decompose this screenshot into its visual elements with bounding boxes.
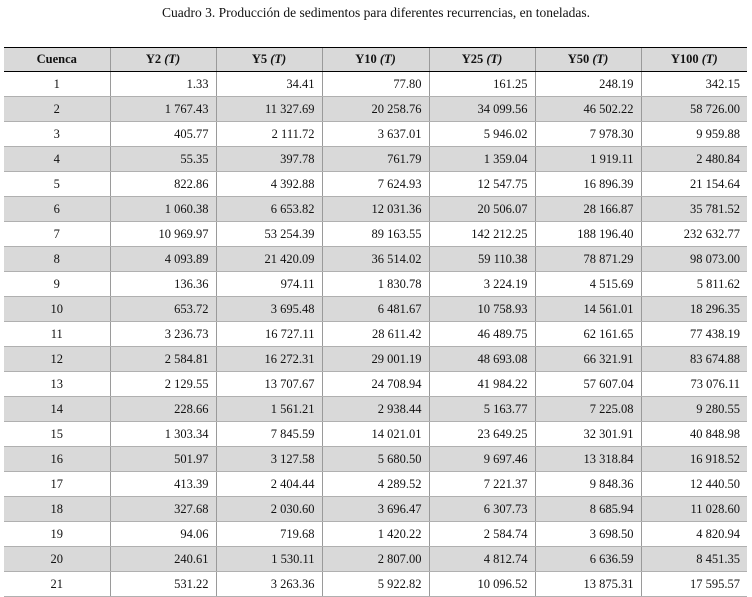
table-row bbox=[4, 122, 747, 147]
value-cell: 1 561.21 bbox=[216, 397, 322, 422]
value-cell: 62 161.65 bbox=[535, 322, 641, 347]
column-header bbox=[429, 48, 535, 72]
value-cell: 34.41 bbox=[216, 72, 322, 97]
basin-id-cell: 6 bbox=[4, 197, 110, 222]
table-caption: Cuadro 3. Producción de sedimentos para diferentes recurrencias, en toneladas. bbox=[161, 5, 591, 20]
value-cell: 1 359.04 bbox=[429, 147, 535, 172]
column-header bbox=[4, 48, 110, 72]
basin-id-cell: 8 bbox=[4, 247, 110, 272]
value-cell: 2 584.81 bbox=[110, 347, 216, 372]
value-cell: 20 506.07 bbox=[429, 197, 535, 222]
table-row bbox=[4, 472, 747, 497]
value-cell: 34 099.56 bbox=[429, 97, 535, 122]
value-cell: 10 096.52 bbox=[429, 572, 535, 597]
value-cell: 10 969.97 bbox=[110, 222, 216, 247]
value-cell: 142 212.25 bbox=[429, 222, 535, 247]
basin-id-cell: 4 bbox=[4, 147, 110, 172]
value-cell: 1 420.22 bbox=[322, 522, 429, 547]
value-cell: 5 922.82 bbox=[322, 572, 429, 597]
value-cell: 1.33 bbox=[110, 72, 216, 97]
value-cell: 35 781.52 bbox=[641, 197, 747, 222]
table-row bbox=[4, 322, 747, 347]
value-cell: 5 946.02 bbox=[429, 122, 535, 147]
value-cell: 2 404.44 bbox=[216, 472, 322, 497]
value-cell: 16 896.39 bbox=[535, 172, 641, 197]
value-cell: 77 438.19 bbox=[641, 322, 747, 347]
basin-id-cell: 19 bbox=[4, 522, 110, 547]
value-cell: 228.66 bbox=[110, 397, 216, 422]
value-cell: 822.86 bbox=[110, 172, 216, 197]
value-cell: 3 127.58 bbox=[216, 447, 322, 472]
basin-id-cell: 10 bbox=[4, 297, 110, 322]
table-row bbox=[4, 522, 747, 547]
value-cell: 23 649.25 bbox=[429, 422, 535, 447]
value-cell: 3 695.48 bbox=[216, 297, 322, 322]
value-cell: 2 938.44 bbox=[322, 397, 429, 422]
value-cell: 77.80 bbox=[322, 72, 429, 97]
value-cell: 78 871.29 bbox=[535, 247, 641, 272]
value-cell: 232 632.77 bbox=[641, 222, 747, 247]
column-header bbox=[322, 48, 429, 72]
value-cell: 9 848.36 bbox=[535, 472, 641, 497]
column-header bbox=[641, 48, 747, 72]
value-cell: 653.72 bbox=[110, 297, 216, 322]
value-cell: 36 514.02 bbox=[322, 247, 429, 272]
value-cell: 2 111.72 bbox=[216, 122, 322, 147]
value-cell: 24 708.94 bbox=[322, 372, 429, 397]
value-cell: 161.25 bbox=[429, 72, 535, 97]
basin-id-cell: 9 bbox=[4, 272, 110, 297]
value-cell: 1 303.34 bbox=[110, 422, 216, 447]
value-cell: 6 481.67 bbox=[322, 297, 429, 322]
value-cell: 18 296.35 bbox=[641, 297, 747, 322]
value-cell: 12 547.75 bbox=[429, 172, 535, 197]
value-cell: 531.22 bbox=[110, 572, 216, 597]
value-cell: 41 984.22 bbox=[429, 372, 535, 397]
table-row bbox=[4, 497, 747, 522]
value-cell: 4 820.94 bbox=[641, 522, 747, 547]
basin-id-cell: 20 bbox=[4, 547, 110, 572]
table-row bbox=[4, 247, 747, 272]
value-cell: 14 021.01 bbox=[322, 422, 429, 447]
value-cell: 6 653.82 bbox=[216, 197, 322, 222]
column-header-label: Y100 bbox=[670, 52, 699, 66]
column-header bbox=[535, 48, 641, 72]
table-row bbox=[4, 172, 747, 197]
value-cell: 2 129.55 bbox=[110, 372, 216, 397]
basin-id-cell: 18 bbox=[4, 497, 110, 522]
value-cell: 3 224.19 bbox=[429, 272, 535, 297]
value-cell: 3 698.50 bbox=[535, 522, 641, 547]
value-cell: 248.19 bbox=[535, 72, 641, 97]
table-row bbox=[4, 547, 747, 572]
basin-id-cell: 5 bbox=[4, 172, 110, 197]
value-cell: 59 110.38 bbox=[429, 247, 535, 272]
table-row bbox=[4, 272, 747, 297]
table-row bbox=[4, 572, 747, 597]
value-cell: 46 489.75 bbox=[429, 322, 535, 347]
value-cell: 3 263.36 bbox=[216, 572, 322, 597]
value-cell: 28 166.87 bbox=[535, 197, 641, 222]
value-cell: 2 030.60 bbox=[216, 497, 322, 522]
value-cell: 2 584.74 bbox=[429, 522, 535, 547]
value-cell: 4 515.69 bbox=[535, 272, 641, 297]
value-cell: 11 028.60 bbox=[641, 497, 747, 522]
value-cell: 6 307.73 bbox=[429, 497, 535, 522]
column-header-label: Y10 bbox=[355, 52, 377, 66]
value-cell: 16 727.11 bbox=[216, 322, 322, 347]
value-cell: 136.36 bbox=[110, 272, 216, 297]
column-header-unit: (T) bbox=[164, 52, 181, 66]
value-cell: 89 163.55 bbox=[322, 222, 429, 247]
value-cell: 1 830.78 bbox=[322, 272, 429, 297]
value-cell: 1 060.38 bbox=[110, 197, 216, 222]
value-cell: 405.77 bbox=[110, 122, 216, 147]
column-header-label: Y25 bbox=[461, 52, 484, 66]
basin-id-cell: 16 bbox=[4, 447, 110, 472]
value-cell: 28 611.42 bbox=[322, 322, 429, 347]
sediment-table bbox=[4, 47, 747, 597]
value-cell: 719.68 bbox=[216, 522, 322, 547]
value-cell: 13 875.31 bbox=[535, 572, 641, 597]
value-cell: 83 674.88 bbox=[641, 347, 747, 372]
value-cell: 4 812.74 bbox=[429, 547, 535, 572]
value-cell: 46 502.22 bbox=[535, 97, 641, 122]
value-cell: 2 480.84 bbox=[641, 147, 747, 172]
basin-id-cell: 7 bbox=[4, 222, 110, 247]
table-row bbox=[4, 97, 747, 122]
table-row bbox=[4, 447, 747, 472]
value-cell: 188 196.40 bbox=[535, 222, 641, 247]
basin-id-cell: 21 bbox=[4, 572, 110, 597]
value-cell: 327.68 bbox=[110, 497, 216, 522]
table-row bbox=[4, 397, 747, 422]
column-header bbox=[110, 48, 216, 72]
header-row bbox=[4, 48, 747, 72]
value-cell: 7 978.30 bbox=[535, 122, 641, 147]
value-cell: 66 321.91 bbox=[535, 347, 641, 372]
value-cell: 1 530.11 bbox=[216, 547, 322, 572]
value-cell: 57 607.04 bbox=[535, 372, 641, 397]
table-row bbox=[4, 222, 747, 247]
basin-id-cell: 15 bbox=[4, 422, 110, 447]
value-cell: 40 848.98 bbox=[641, 422, 747, 447]
table-row bbox=[4, 147, 747, 172]
value-cell: 17 595.57 bbox=[641, 572, 747, 597]
value-cell: 10 758.93 bbox=[429, 297, 535, 322]
column-header-label: Y5 bbox=[251, 52, 268, 66]
value-cell: 21 420.09 bbox=[216, 247, 322, 272]
column-header-label: Cuenca bbox=[36, 52, 77, 66]
value-cell: 397.78 bbox=[216, 147, 322, 172]
value-cell: 20 258.76 bbox=[322, 97, 429, 122]
value-cell: 501.97 bbox=[110, 447, 216, 472]
value-cell: 5 811.62 bbox=[641, 272, 747, 297]
value-cell: 974.11 bbox=[216, 272, 322, 297]
value-cell: 7 845.59 bbox=[216, 422, 322, 447]
value-cell: 11 327.69 bbox=[216, 97, 322, 122]
value-cell: 55.35 bbox=[110, 147, 216, 172]
value-cell: 21 154.64 bbox=[641, 172, 747, 197]
value-cell: 94.06 bbox=[110, 522, 216, 547]
value-cell: 5 680.50 bbox=[322, 447, 429, 472]
value-cell: 9 280.55 bbox=[641, 397, 747, 422]
basin-id-cell: 17 bbox=[4, 472, 110, 497]
value-cell: 8 685.94 bbox=[535, 497, 641, 522]
table-row bbox=[4, 197, 747, 222]
value-cell: 3 696.47 bbox=[322, 497, 429, 522]
value-cell: 8 451.35 bbox=[641, 547, 747, 572]
value-cell: 342.15 bbox=[641, 72, 747, 97]
basin-id-cell: 3 bbox=[4, 122, 110, 147]
value-cell: 16 918.52 bbox=[641, 447, 747, 472]
column-header-unit: (T) bbox=[592, 52, 609, 66]
value-cell: 48 693.08 bbox=[429, 347, 535, 372]
value-cell: 2 807.00 bbox=[322, 547, 429, 572]
value-cell: 12 440.50 bbox=[641, 472, 747, 497]
column-header-label: Y2 bbox=[145, 52, 162, 66]
value-cell: 13 707.67 bbox=[216, 372, 322, 397]
table-row bbox=[4, 297, 747, 322]
column-header bbox=[216, 48, 322, 72]
basin-id-cell: 12 bbox=[4, 347, 110, 372]
value-cell: 13 318.84 bbox=[535, 447, 641, 472]
value-cell: 1 767.43 bbox=[110, 97, 216, 122]
value-cell: 7 221.37 bbox=[429, 472, 535, 497]
value-cell: 1 919.11 bbox=[535, 147, 641, 172]
value-cell: 3 637.01 bbox=[322, 122, 429, 147]
value-cell: 29 001.19 bbox=[322, 347, 429, 372]
value-cell: 16 272.31 bbox=[216, 347, 322, 372]
table-body bbox=[4, 72, 747, 597]
value-cell: 761.79 bbox=[322, 147, 429, 172]
value-cell: 5 163.77 bbox=[429, 397, 535, 422]
value-cell: 32 301.91 bbox=[535, 422, 641, 447]
value-cell: 7 624.93 bbox=[322, 172, 429, 197]
value-cell: 7 225.08 bbox=[535, 397, 641, 422]
basin-id-cell: 2 bbox=[4, 97, 110, 122]
table-row bbox=[4, 72, 747, 97]
basin-id-cell: 11 bbox=[4, 322, 110, 347]
column-header-unit: (T) bbox=[701, 52, 718, 66]
value-cell: 4 289.52 bbox=[322, 472, 429, 497]
column-header-unit: (T) bbox=[379, 52, 396, 66]
column-header-unit: (T) bbox=[486, 52, 503, 66]
value-cell: 58 726.00 bbox=[641, 97, 747, 122]
value-cell: 73 076.11 bbox=[641, 372, 747, 397]
table-row bbox=[4, 422, 747, 447]
value-cell: 240.61 bbox=[110, 547, 216, 572]
table-row bbox=[4, 372, 747, 397]
basin-id-cell: 14 bbox=[4, 397, 110, 422]
value-cell: 413.39 bbox=[110, 472, 216, 497]
value-cell: 98 073.00 bbox=[641, 247, 747, 272]
value-cell: 6 636.59 bbox=[535, 547, 641, 572]
basin-id-cell: 1 bbox=[4, 72, 110, 97]
value-cell: 4 392.88 bbox=[216, 172, 322, 197]
value-cell: 3 236.73 bbox=[110, 322, 216, 347]
column-header-unit: (T) bbox=[270, 52, 287, 66]
value-cell: 4 093.89 bbox=[110, 247, 216, 272]
value-cell: 53 254.39 bbox=[216, 222, 322, 247]
value-cell: 9 697.46 bbox=[429, 447, 535, 472]
value-cell: 12 031.36 bbox=[322, 197, 429, 222]
column-header-label: Y50 bbox=[567, 52, 590, 66]
value-cell: 14 561.01 bbox=[535, 297, 641, 322]
basin-id-cell: 13 bbox=[4, 372, 110, 397]
value-cell: 9 959.88 bbox=[641, 122, 747, 147]
table-row bbox=[4, 347, 747, 372]
